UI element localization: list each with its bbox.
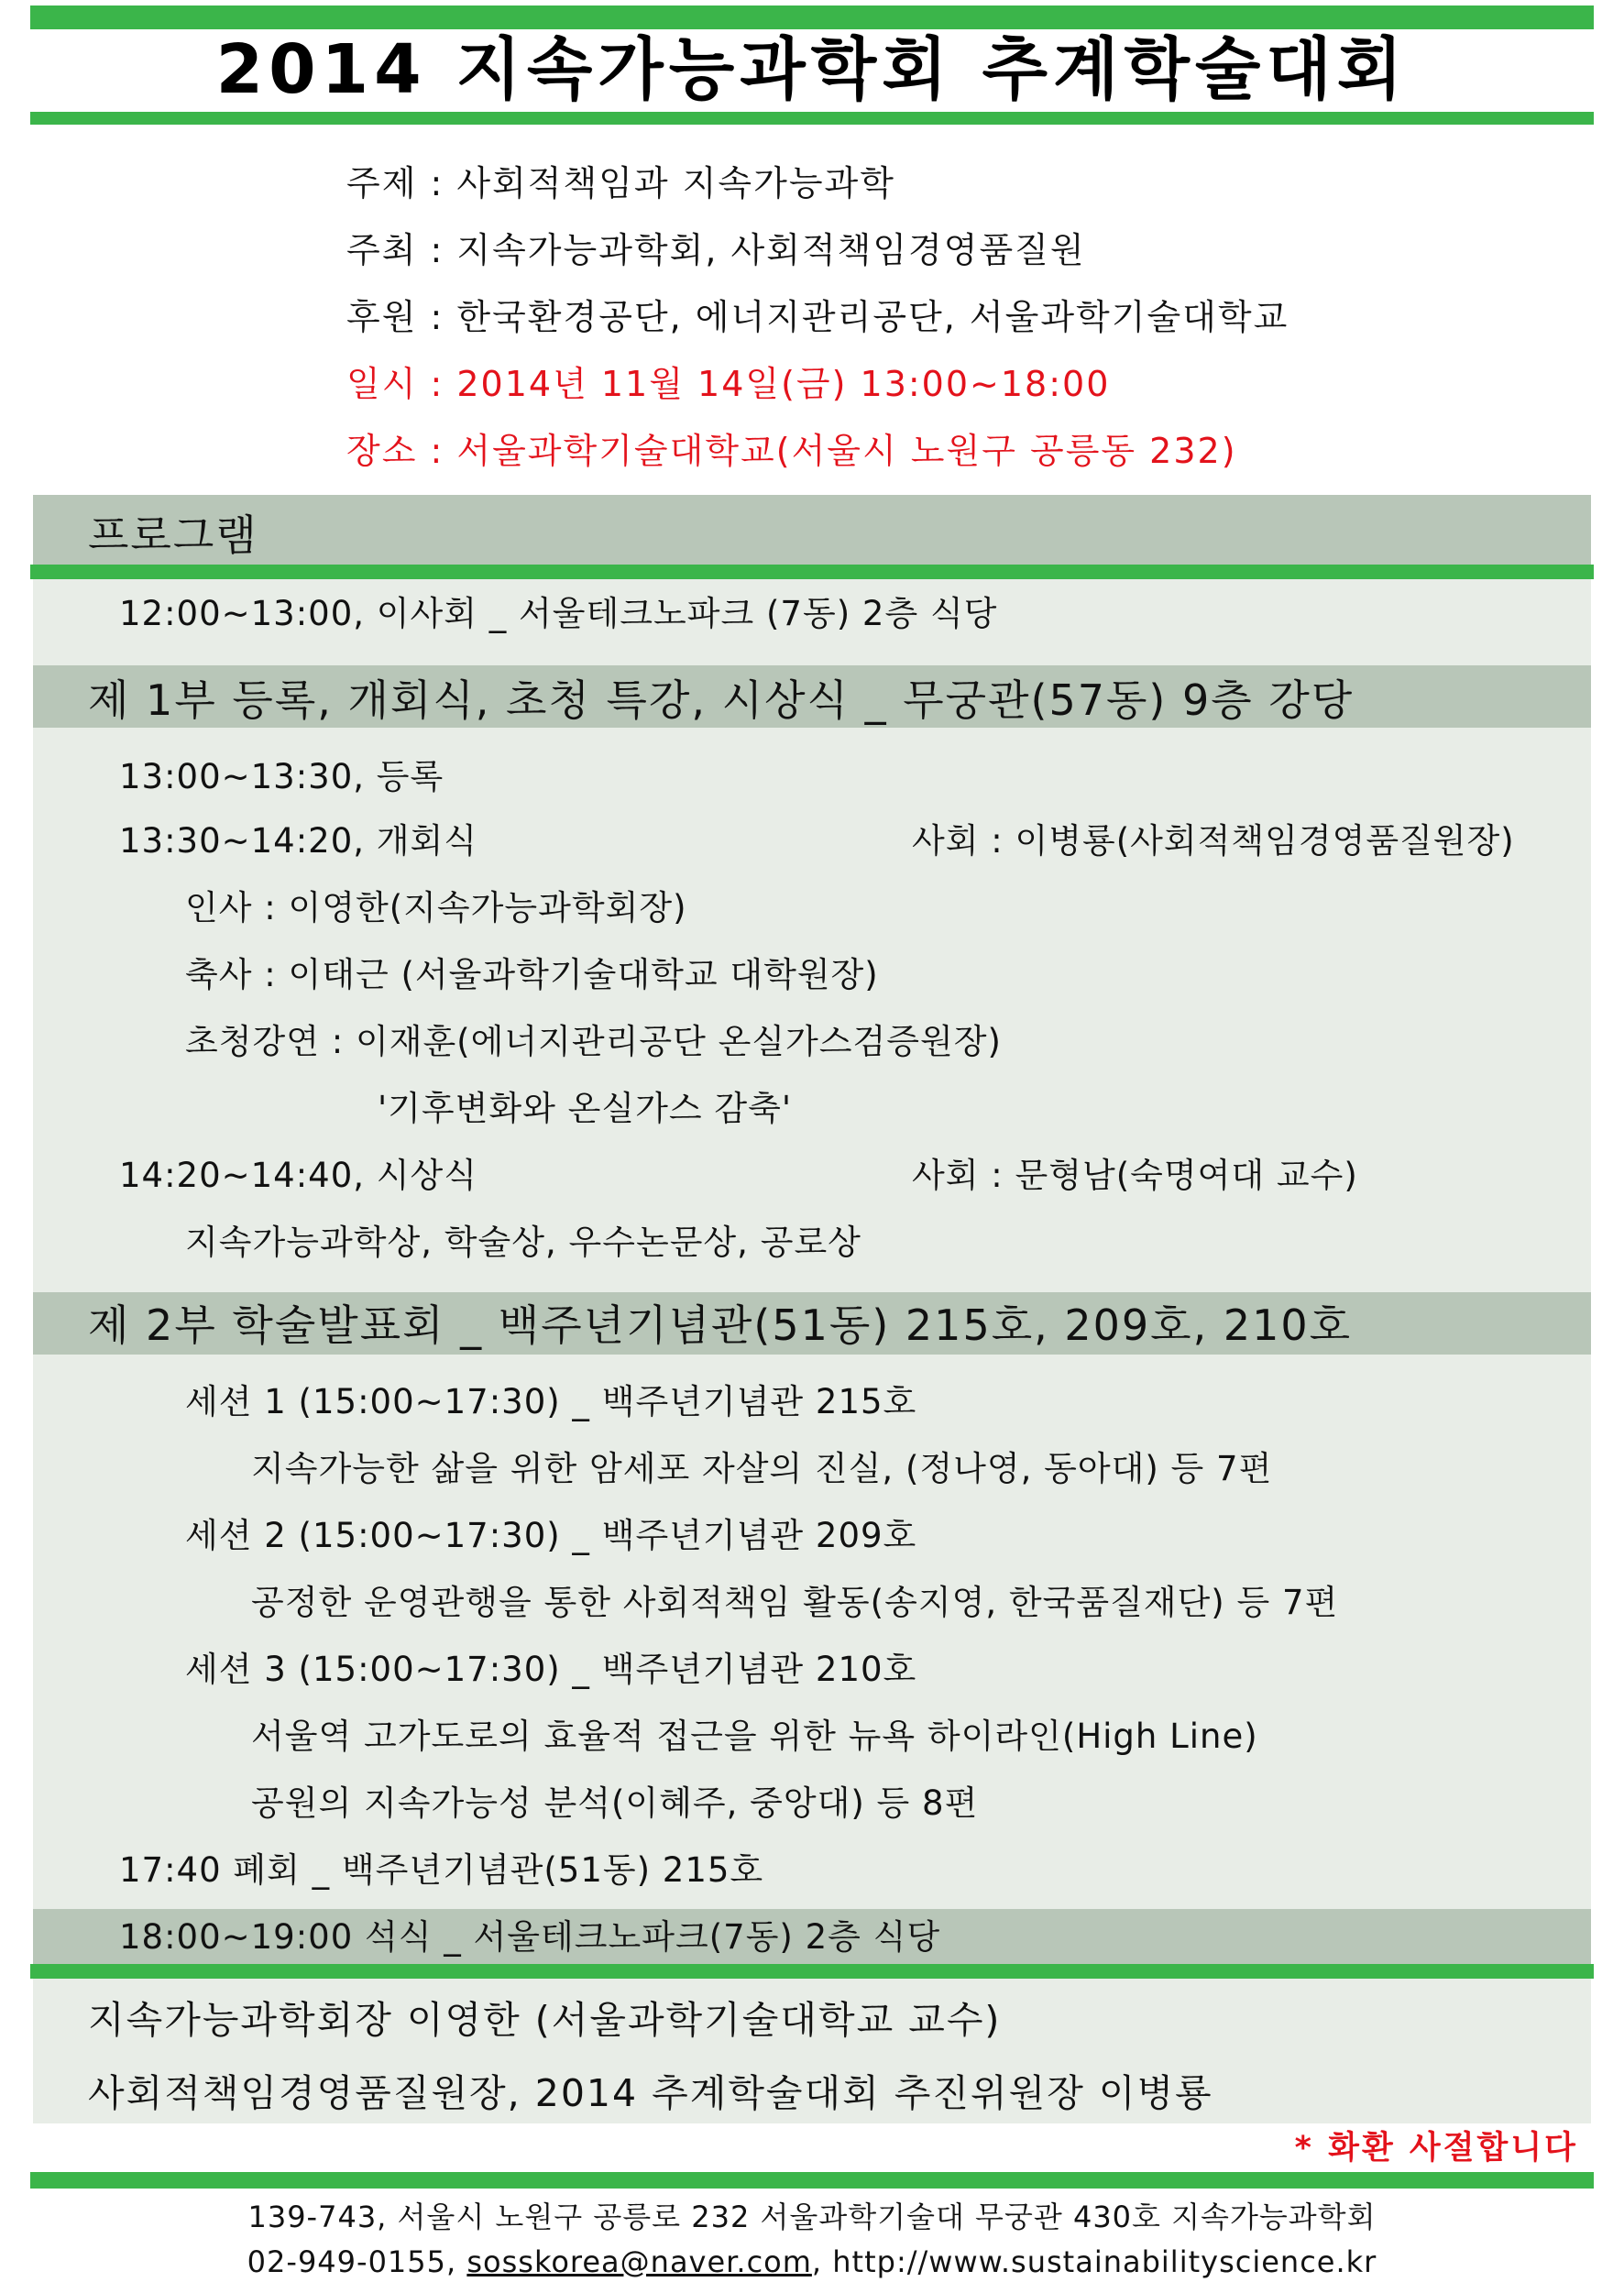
closing-ceremony: 17:40 폐회 _ 백주년기념관(51동) 215호 [119, 1850, 764, 1890]
footer-url[interactable]: , http://www.sustainabilityscience.kr [811, 2244, 1377, 2279]
award-list: 지속가능과학상, 학술상, 우수논문상, 공로상 [185, 1223, 861, 1262]
info-theme: 주제 : 사회적책임과 지속가능과학 [346, 163, 895, 203]
info-date: 일시 : 2014년 11월 14일(금) 13:00~18:00 [346, 364, 1111, 404]
info-sponsor: 후원 : 한국환경공단, 에너지관리공단, 서울과학기술대학교 [346, 297, 1289, 337]
session3-desc-1: 서울역 고가도로의 효율적 접근을 위한 뉴욕 하이라인(High Line) [251, 1717, 1258, 1756]
part2-heading: 제 2부 학술발표회 _ 백주년기념관(51동) 215호, 209호, 210호 [88, 1300, 1353, 1350]
session1-desc: 지속가능한 삶을 위한 암세포 자살의 진실, (정나영, 동아대) 등 7편 [251, 1449, 1273, 1488]
registration: 13:00~13:30, 등록 [119, 757, 444, 796]
no-wreaths-notice: * 화환 사절합니다 [1294, 2130, 1578, 2167]
footer-email-link[interactable]: sosskorea@naver.com [466, 2244, 812, 2279]
session1: 세션 1 (15:00~17:30) _ 백주년기념관 215호 [185, 1382, 917, 1421]
footer-rule [30, 2172, 1594, 2189]
info-venue: 장소 : 서울과학기술대학교(서울시 노원구 공릉동 232) [346, 431, 1237, 471]
session3: 세션 3 (15:00~17:30) _ 백주년기념관 210호 [185, 1650, 917, 1689]
dinner-rule [30, 1964, 1594, 1979]
session2: 세션 2 (15:00~17:30) _ 백주년기념관 209호 [185, 1516, 917, 1555]
lecture-title: '기후변화와 온실가스 감축' [378, 1089, 793, 1128]
program-rule [30, 565, 1594, 579]
congrats: 축사 : 이태근 (서울과학기술대학교 대학원장) [185, 955, 879, 994]
program-heading-band [33, 495, 1591, 565]
part1-heading: 제 1부 등록, 개회식, 초청 특강, 시상식 _ 무궁관(57동) 9층 강당 [88, 675, 1355, 725]
program-heading: 프로그램 [88, 510, 258, 560]
awards: 14:20~14:40, 시상식 [119, 1156, 478, 1195]
invited-lecture: 초청강연 : 이재훈(에너지관리공단 온실가스검증원장) [185, 1022, 1002, 1061]
signature-committee: 사회적책임경영품질원장, 2014 추계학술대회 추진위원장 이병룡 [88, 2071, 1213, 2115]
footer-address: 139-743, 서울시 노원구 공릉로 232 서울과학기술대 무궁관 430호 지속가능과학회 [247, 2200, 1377, 2234]
board-meeting: 12:00~13:00, 이사회 _ 서울테크노파크 (7동) 2층 식당 [119, 594, 998, 633]
greeting: 인사 : 이영한(지속가능과학회장) [185, 888, 687, 927]
dinner: 18:00~19:00 석식 _ 서울테크노파크(7동) 2층 식당 [119, 1917, 941, 1957]
page-title: 2014 지속가능과학회 추계학술대회 [215, 30, 1409, 109]
awards-mc: 사회 : 문형남(숙명여대 교수) [912, 1156, 1358, 1195]
signature-chair: 지속가능과학회장 이영한 (서울과학기술대학교 교수) [88, 1998, 1002, 2042]
footer-phone: 02-949-0155, [247, 2244, 457, 2279]
info-host: 주최 : 지속가능과학회, 사회적책임경영품질원 [346, 230, 1086, 270]
opening: 13:30~14:20, 개회식 [119, 821, 478, 861]
opening-mc: 사회 : 이병룡(사회적책임경영품질원장) [912, 821, 1515, 861]
session2-desc: 공정한 운영관행을 통한 사회적책임 활동(송지영, 한국품질재단) 등 7편 [251, 1583, 1339, 1622]
footer-contact [0, 2244, 1624, 2279]
session3-desc-2: 공원의 지속가능성 분석(이혜주, 중앙대) 등 8편 [251, 1783, 979, 1823]
